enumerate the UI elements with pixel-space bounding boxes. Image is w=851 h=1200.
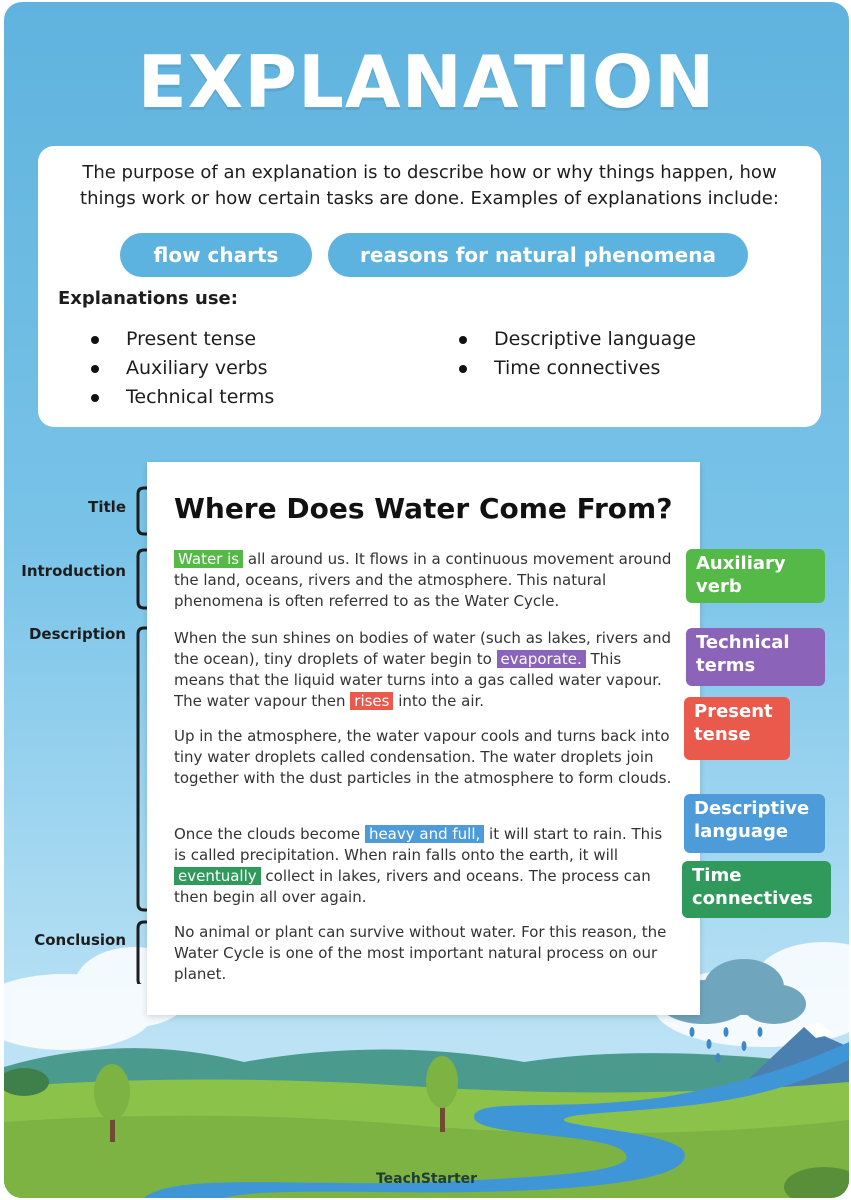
list-item: Present tense [88,325,274,354]
purpose-text: The purpose of an explanation is to describe how or why things happen, how things work or how certain tasks are done. Examples of explanations include: [80,162,779,209]
label-conclusion: Conclusion [34,931,126,949]
page-title: EXPLANATION [137,40,716,124]
bullet-icon [91,394,99,402]
tag-technical-terms: Technical terms [686,628,825,686]
highlight-technical-term: evaporate. [497,650,586,668]
list-item: Descriptive language [456,325,696,354]
intro-card [38,146,821,427]
uses-heading: Explanations use: [58,288,238,309]
tag-present-tense: Present tense [684,697,790,760]
paragraph-description-1: When the sun shines on bodies of water (such as lakes, rivers and the ocean), tiny droplets of water begin to evaporate. This means that the liquid water turns into a gas called water vapour. The water vapour then rises into the air. [174,629,671,710]
paragraph-introduction: Water is all around us. It flows in a continuous movement around the land, oceans, rivers and the atmosphere. This natural phenomena is often referred to as the Water Cycle. [174,550,672,610]
label-title: Title [88,498,126,516]
explanation-poster [4,2,849,1198]
list-item: Auxiliary verbs [88,354,274,383]
tag-descriptive-language: Descriptive language [684,794,825,853]
list-item: Technical terms [88,383,274,412]
example-pill-natural-phenomena: reasons for natural phenomena [328,233,748,277]
brand-logo: TeachStarter [375,1171,478,1187]
example-heading: Where Does Water Come From? [174,492,673,525]
label-introduction: Introduction [21,562,126,580]
paragraph-conclusion: No animal or plant can survive without water. For this reason, the Water Cycle is one of the most important natural process on our planet. [174,923,667,983]
uses-list-right [456,325,696,383]
bullet-icon [459,365,467,373]
highlight-descriptive-language: heavy and full, [365,825,484,843]
bullet-icon [91,365,99,373]
tag-time-connectives: Time connectives [682,861,831,918]
tag-auxiliary-verb: Auxiliary verb [686,549,825,603]
label-description: Description [28,625,126,643]
bullet-icon [459,336,467,344]
paragraph-description-3: Once the clouds become heavy and full, it will start to rain. This is called precipitation. When rain falls onto the earth, it will eventually collect in lakes, rivers and oceans. The process can then begin all over again. [174,825,663,906]
bullet-icon [91,336,99,344]
list-item: Time connectives [456,354,696,383]
highlight-present-tense: rises [350,692,393,710]
paragraph-description-2: Up in the atmosphere, the water vapour cools and turns back into tiny water droplets called condensation. The water droplets join together with the dust particles in the atmosphere to form clouds. [174,727,672,787]
uses-list-left [88,325,274,412]
example-pill-flow-charts: flow charts [120,233,312,277]
example-text-sheet [147,462,700,1015]
highlight-auxiliary-verb: Water is [174,550,243,568]
highlight-time-connective: eventually [174,867,261,885]
